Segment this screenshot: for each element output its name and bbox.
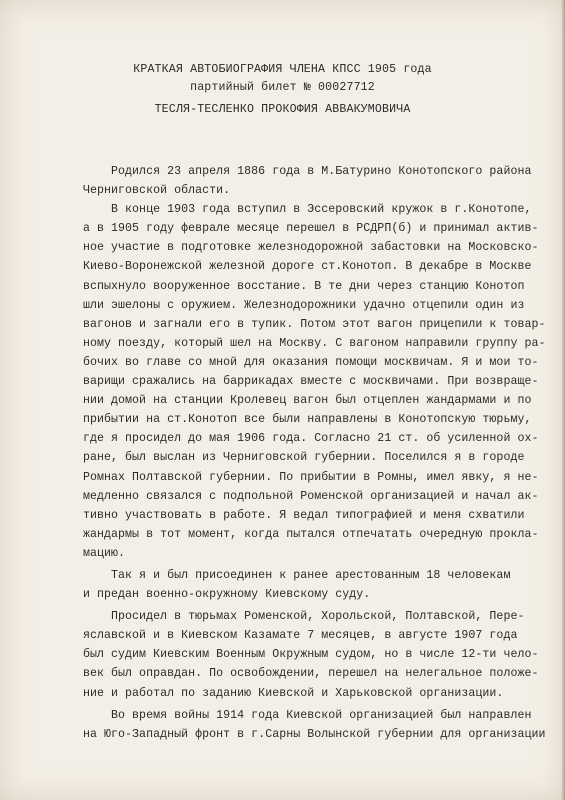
text-line: прибытии на ст.Конотоп все были направлены в Конотопскую тюрьму,: [83, 413, 532, 427]
text-line: а в 1905 году феврале месяце перешел в РСДРП(б) и принимал актив-: [83, 222, 539, 236]
text-line: Так я и был присоединен к ранее арестованным 18 человекам: [83, 568, 511, 582]
text-line: медленно связался с подпольной Роменской организацией и начал ак-: [83, 489, 539, 503]
text-line: тивно участвовать в работе. Я ведал типографией и меня схватили: [83, 508, 525, 522]
autobiography-text: [83, 162, 563, 744]
text-line: нии домой на станции Кролевец вагон был отцеплен жандармами и по: [83, 394, 532, 408]
person-name: ТЕСЛЯ-ТЕСЛЕНКО ПРОКОФИЯ АВВАКУМОВИЧА: [154, 103, 411, 116]
text-line: на Юго-Западный фронт в г.Сарны Волынской губернии для организации: [83, 727, 546, 741]
text-line: был судим Киевским Военным Окружным судом, но в числе 12-ти чело-: [83, 648, 539, 662]
text-line: Во время войны 1914 года Киевской организацией был направлен: [83, 708, 532, 722]
text-line: мацию.: [83, 546, 126, 560]
text-line: Киево-Воронежской железной дороге ст.Конотоп. В декабре в Москве: [83, 260, 532, 274]
text-line: и предан военно-окружному Киевскому суду.: [83, 588, 371, 602]
text-line: шли эшелоны с оружием. Железнодорожники удачно отцепили один из: [83, 298, 525, 312]
text-line: Черниговской области.: [83, 184, 231, 198]
text-line: ние и работал по заданию Киевской и Харьковской организации.: [83, 686, 504, 700]
text-line: ране, был выслан из Черниговской губернии. Поселился я в городе: [83, 451, 525, 465]
text-line: В конце 1903 года вступил в Эссеровский кружок в г.Конотопе,: [83, 203, 532, 217]
text-line: жандармы в тот момент, когда пытался отпечатать очередную прокла-: [83, 527, 539, 541]
text-line: вспыхнуло вооруженное восстание. В те дни через станцию Конотоп: [83, 279, 525, 293]
party-card-number: партийный билет № 00027712: [190, 81, 375, 94]
text-line: вагонов и загнали его в тупик. Потом этот вагон прицепили к товар-: [83, 317, 546, 331]
text-line: яславской и в Киевском Казамате 7 месяцев, в августе 1907 года: [83, 629, 518, 643]
text-line: ное участие в подготовке железнодорожной забастовки на Московско-: [83, 241, 539, 255]
text-line: где я просидел до мая 1906 года. Согласно 21 ст. об усиленной ох-: [83, 432, 539, 446]
text-line: Просидел в тюрьмах Роменской, Хорольской, Полтавской, Пере-: [83, 610, 525, 624]
text-line: варищи сражались на баррикадах вместе с москвичами. При возвраще-: [83, 375, 539, 389]
text-line: ному поезду, который шел на Москву. С вагоном направили группу ра-: [83, 336, 546, 350]
document-title: КРАТКАЯ АВТОБИОГРАФИЯ ЧЛЕНА КПСС 1905 года: [133, 63, 432, 76]
text-line: Ромнах Полтавской губернии. По прибытии в Ромны, имел явку, я не-: [83, 470, 539, 484]
text-line: век был оправдан. По освобождении, перешел на нелегальное положе-: [83, 667, 539, 681]
text-line: бочих во главе со мной для оказания помощи москвичам. Я и мои то-: [83, 355, 539, 369]
page-edge-shadow: [561, 0, 565, 800]
text-line: Родился 23 апреля 1886 года в М.Батурино Конотопского района: [83, 165, 532, 178]
